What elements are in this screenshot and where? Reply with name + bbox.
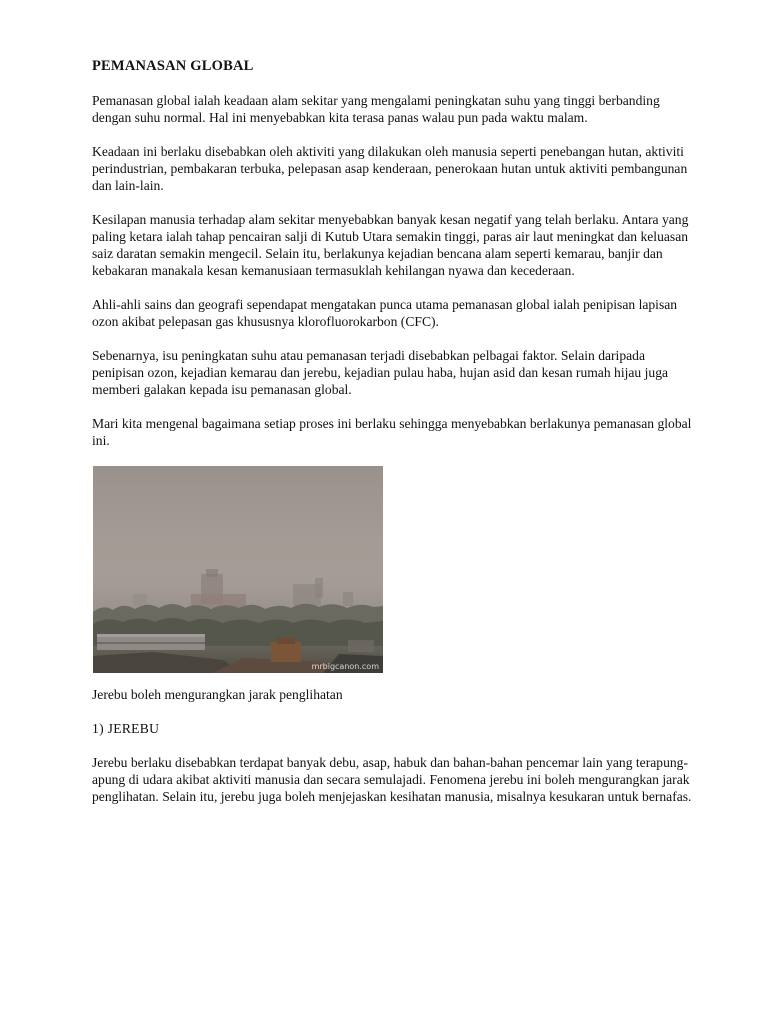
photo-caption: Jerebu boleh mengurangkan jarak penglihatan: [92, 687, 343, 702]
section-heading-jerebu: 1) JEREBU: [92, 721, 160, 736]
paragraph-transition: Mari kita mengenal bagaimana setiap proses ini berlaku sehingga menyebabkan berlakunya pemanasan global ini.: [92, 416, 692, 448]
document-title: PEMANASAN GLOBAL: [92, 58, 254, 74]
paragraph-jerebu: Jerebu berlaku disebabkan terdapat banyak debu, asap, habuk dan bahan-bahan pencemar lain yang terapung-apung di udara akibat aktiviti manusia dan secara semulajadi. Fenomena jerebu ini boleh mengurangkan jarak penglihatan. Selain itu, jerebu juga boleh menjejaskan kesihatan manusia, misalnya kesukaran untuk bernafas.: [92, 755, 692, 804]
haze-city-photo: [93, 466, 383, 673]
document-page: [92, 58, 692, 822]
haze-cityscape-illustration: [93, 466, 383, 673]
paragraph-effects: Kesilapan manusia terhadap alam sekitar menyebabkan banyak kesan negatif yang telah berlaku. Antara yang paling ketara ialah tahap pencairan salji di Kutub Utara semakin tinggi, paras air laut meningkat dan keluasan saiz daratan semakin mengecil. Selain itu, berlakunya kejadian bencana alam seperti kemarau, banjir dan kebakaran manakala kesan kemanusiaan termasuklah kehilangan nyawa dan kecederaan.: [92, 212, 689, 278]
paragraph-causes: Keadaan ini berlaku disebabkan oleh aktiviti yang dilakukan oleh manusia seperti penebangan hutan, aktiviti perindustrian, pembakaran terbuka, pelepasan asap kenderaan, penerokaan hutan untuk aktiviti pembangunan dan lain-lain.: [92, 144, 688, 193]
paragraph-factors: Sebenarnya, isu peningkatan suhu atau pemanasan terjadi disebabkan pelbagai faktor. Selain daripada penipisan ozon, kejadian kemarau dan jerebu, kejadian pulau haba, hujan asid dan kesan rumah hijau juga memberi galakan kepada isu pemanasan global.: [92, 348, 669, 397]
paragraph-intro: Pemanasan global ialah keadaan alam sekitar yang mengalami peningkatan suhu yang tinggi berbanding dengan suhu normal. Hal ini menyebabkan kita terasa panas walau pun pada waktu malam.: [92, 93, 660, 125]
paragraph-ozone: Ahli-ahli sains dan geografi sependapat mengatakan punca utama pemanasan global ialah penipisan lapisan ozon akibat pelepasan gas khususnya klorofluorokarbon (CFC).: [92, 297, 678, 329]
photo-watermark: mrbigcanon.com: [311, 662, 379, 671]
